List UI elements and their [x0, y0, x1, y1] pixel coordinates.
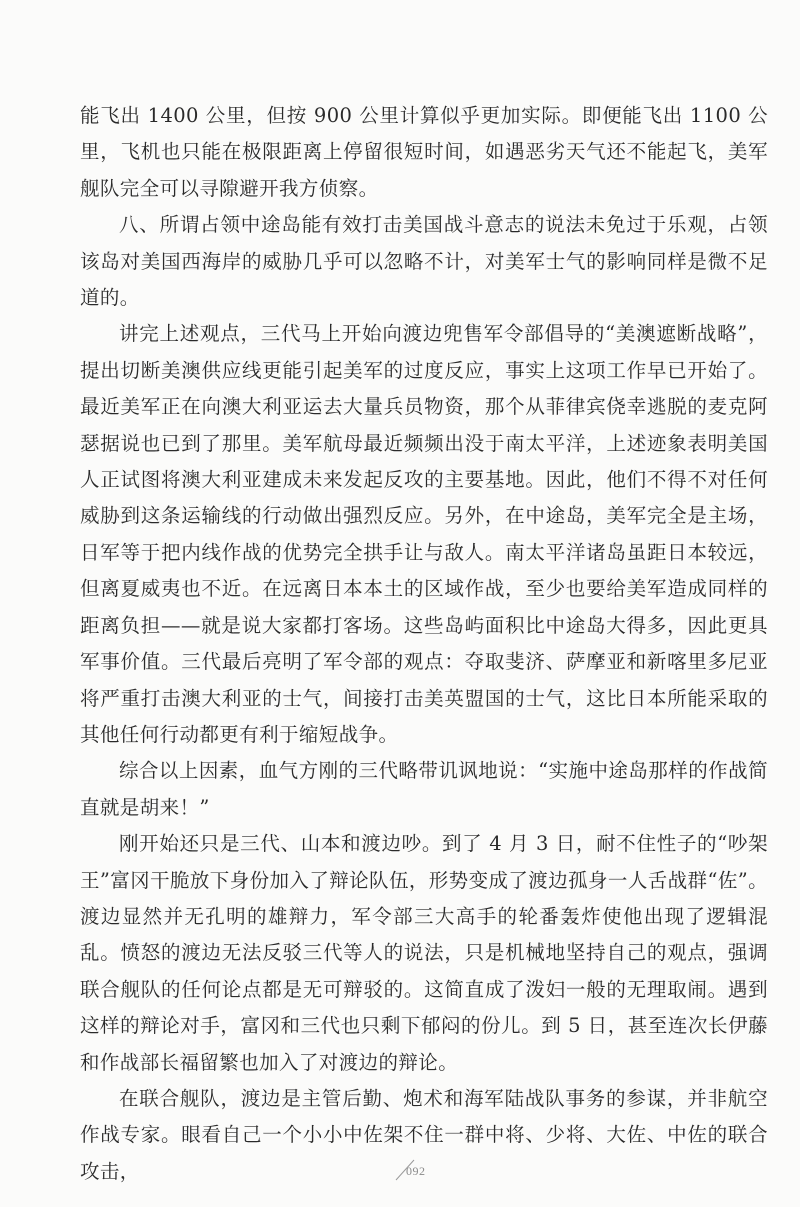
paragraph-3: 讲完上述观点，三代马上开始向渡边兜售军令部倡导的“美澳遮断战略”，提出切断美澳供应线更能引起美军的过度反应，事实上这项工作早已开始了。最近美军正在向澳大利亚运去大量兵员物资，那个从菲律宾侥幸逃脱的麦克阿瑟据说也已到了那里。美军航母最近频频出没于南太平洋，上述迹象表明美国人正试图将澳大利亚建成未来发起反攻的主要基地。因此，他们不得不对任何威胁到这条运输线的行动做出强烈反应。另外，在中途岛，美军完全是主场，日军等于把内线作战的优势完全拱手让与敌人。南太平洋诸岛虽距日本较远，但离夏威夷也不近。在远离日本本土的区域作战，至少也要给美军造成同样的距离负担——就是说大家都打客场。这些岛屿面积比中途岛大得多，因此更具军事价值。三代最后亮明了军令部的观点：夺取斐济、萨摩亚和新喀里多尼亚将严重打击澳大利亚的士气，间接打击美英盟国的士气，这比日本所能采取的其他任何行动都更有利于缩短战争。: [80, 322, 768, 746]
paragraph-6: 在联合舰队，渡边是主管后勤、炮术和海军陆战队事务的参谋，并非航空作战专家。眼看自己一个小小中佐架不住一群中将、少将、大佐、中佐的联合攻击，: [80, 1086, 768, 1183]
page-footer: [392, 1158, 452, 1182]
body-text: [80, 98, 768, 1190]
page-number: 092: [406, 1164, 426, 1178]
paragraph-2: 八、所谓占领中途岛能有效打击美国战斗意志的说法未免过于乐观，占领该岛对美国西海岸的威胁几乎可以忽略不计，对美军士气的影响同样是微不足道的。: [80, 213, 768, 310]
paragraph-1: 能飞出 1400 公里，但按 900 公里计算似乎更加实际。即便能飞出 1100 公里，飞机也只能在极限距离上停留很短时间，如遇恶劣天气还不能起飞，美军舰队完全可以寻隙避开我方侦察。: [80, 104, 768, 200]
paragraph-5: 刚开始还只是三代、山本和渡边吵。到了 4 月 3 日，耐不住性子的“吵架王”富冈干脆放下身份加入了辩论队伍，形势变成了渡边孤身一人舌战群“佐”。渡边显然并无孔明的雄辩力，军令部三大高手的轮番轰炸使他出现了逻辑混乱。愤怒的渡边无法反驳三代等人的说法，只是机械地坚持自己的观点，强调联合舰队的任何论点都是无可辩驳的。这简直成了泼妇一般的无理取闹。遇到这样的辩论对手，富冈和三代也只剩下郁闷的份儿。到 5 日，甚至连次长伊藤和作战部长福留繁也加入了对渡边的辩论。: [80, 832, 768, 1074]
paragraph-4: 综合以上因素，血气方刚的三代略带讥讽地说：“实施中途岛那样的作战简直就是胡来！”: [80, 759, 768, 819]
